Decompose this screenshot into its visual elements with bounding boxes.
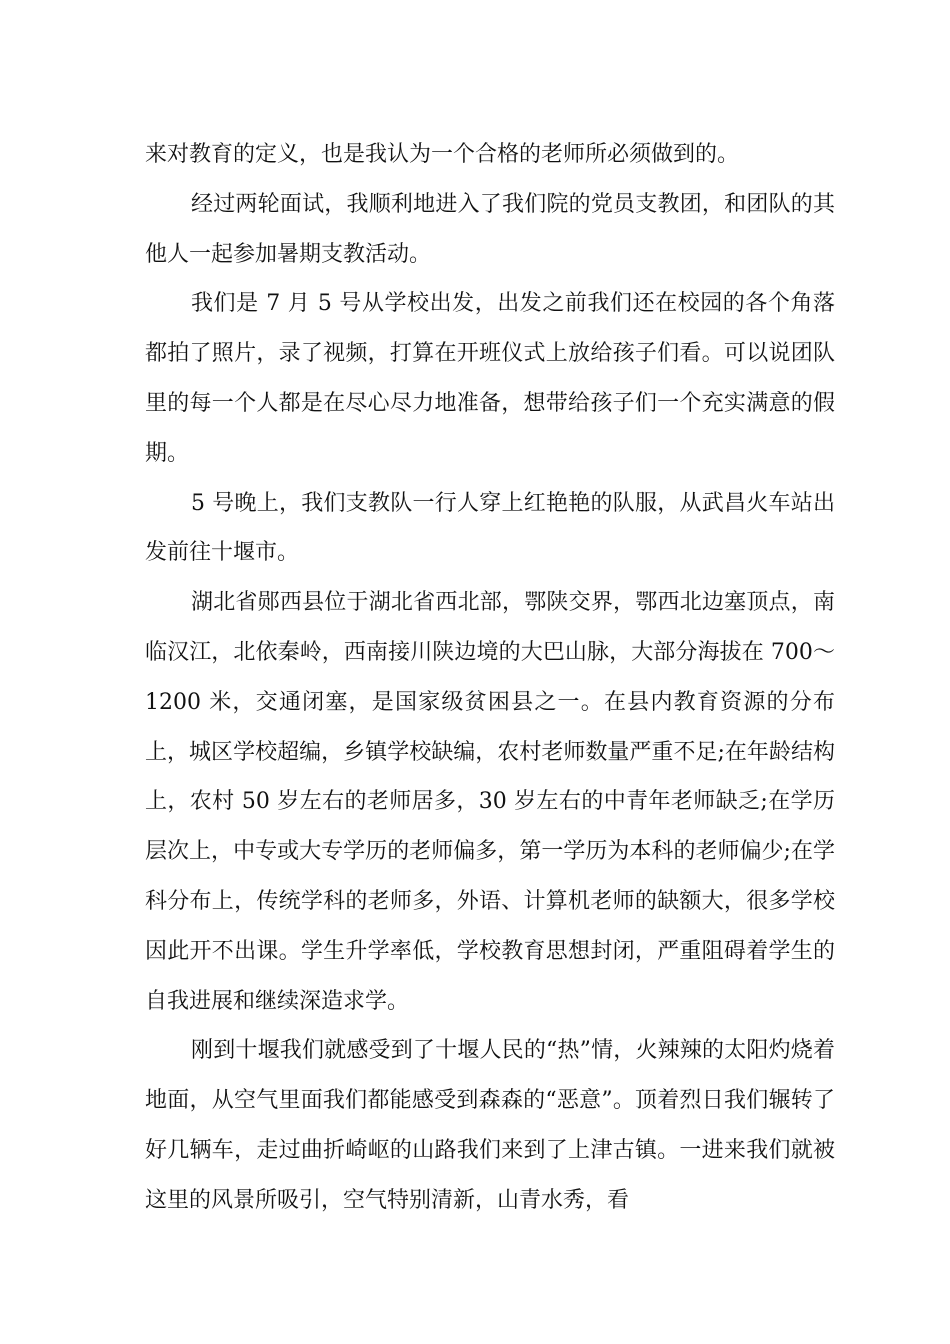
document-body xyxy=(145,130,835,1226)
paragraph-continuation: 来对教育的定义，也是我认为一个合格的老师所必须做到的。 xyxy=(145,142,740,167)
paragraph-arrival: 刚到十堰我们就感受到了十堰人民的“热”情，火辣辣的太阳灼烧着地面，从空气里面我们都能感受到森森的“恶意”。顶着烈日我们辗转了好几辆车，走过曲折崎岖的山路我们来到了上津古镇。一进来我们就被这里的风景所吸引，空气特别清新，山青水秀，看 xyxy=(145,1038,835,1213)
paragraph-interview: 经过两轮面试，我顺利地进入了我们院的党员支教团，和团队的其他人一起参加暑期支教活动。 xyxy=(145,191,835,267)
paragraph-county-background: 湖北省郧西县位于湖北省西北部，鄂陕交界，鄂西北边塞顶点，南临汉江，北依秦岭，西南接川陕边境的大巴山脉，大部分海拔在 700～1200 米，交通闭塞，是国家级贫困县之一。在县内教育资源的分布上，城区学校超编，乡镇学校缺编，农村老师数量严重不足;在年龄结构上，农村 50 岁左右的老师居多，30 岁左右的中青年老师缺乏;在学历层次上，中专或大专学历的老师偏多，第一学历为本科的老师偏少;在学科分布上，传统学科的老师多，外语、计算机老师的缺额大，很多学校因此开不出课。学生升学率低，学校教育思想封闭，严重阻碍着学生的自我进展和继续深造求学。 xyxy=(145,590,835,1014)
paragraph-train: 5 号晚上，我们支教队一行人穿上红艳艳的队服，从武昌火车站出发前往十堰市。 xyxy=(145,490,835,566)
paragraph-departure: 我们是 7 月 5 号从学校出发，出发之前我们还在校园的各个角落都拍了照片，录了视频，打算在开班仪式上放给孩子们看。可以说团队里的每一个人都是在尽心尽力地准备，想带给孩子们一个充实满意的假期。 xyxy=(145,291,835,466)
